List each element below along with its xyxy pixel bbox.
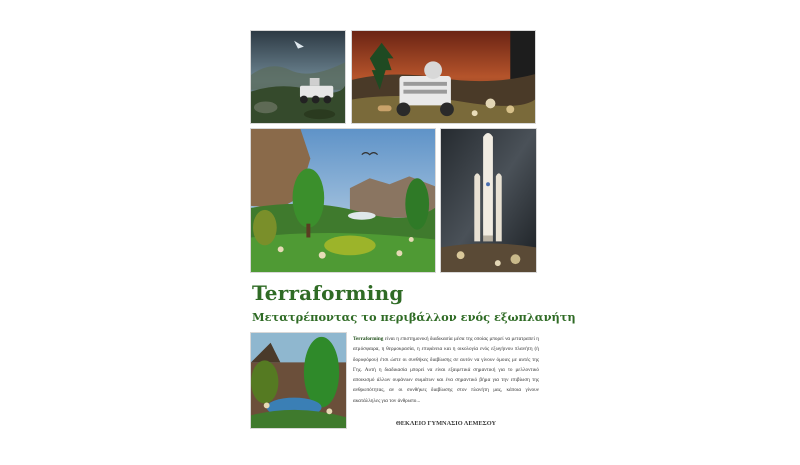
body-lead-term: Terraforming [353, 336, 384, 342]
page-title: Terraforming [252, 281, 404, 305]
page-subtitle: Μετατρέποντας το περιβάλλον ενός εξωπλανήτη [252, 310, 576, 324]
body-text: είναι η επιστημονική διαδικασία μέσα της οποίας μπορεί να μετατραπεί η ατμόσφαιρα, η θερμοκρασία, η επιφάνεια και η οικολογία ενός εξωγήινου πλανήτη (ή δορυφόρου) έτσι ώστε οι συνθήκες διαβίωσης σε αυτόν να γίνουν όμοιες με αυτές της Γης. Αυτή η διαδικασία μπορεί να είναι εξαιρετικά σημαντική για το μελλοντικό αποικισμό άλλων ουράνιων σωμάτων και ένα σημαντικό βήμα για την επιβίωση της ανθρωπότητας, αν οι συνθήκες διαβίωσης στον πλανήτη μας, κάποια γίνουν ακατάλληλες για τον άνθρωπο... [353, 336, 540, 404]
photo-rover-cloudy-terrain [250, 30, 346, 124]
poster [250, 30, 576, 435]
tree-icon [304, 337, 339, 408]
photo-rocket-model [440, 128, 537, 273]
photo-rover-red-planet [351, 30, 536, 124]
school-name: ΘΕΚΛΕΙΟ ΓΥΜΝΑΣΙΟ ΛΕΜΕΣΟΥ [395, 420, 497, 427]
body-paragraph [353, 334, 539, 406]
photo-lake-landscape [250, 332, 347, 429]
photo-terraformed-landscape [250, 128, 436, 273]
